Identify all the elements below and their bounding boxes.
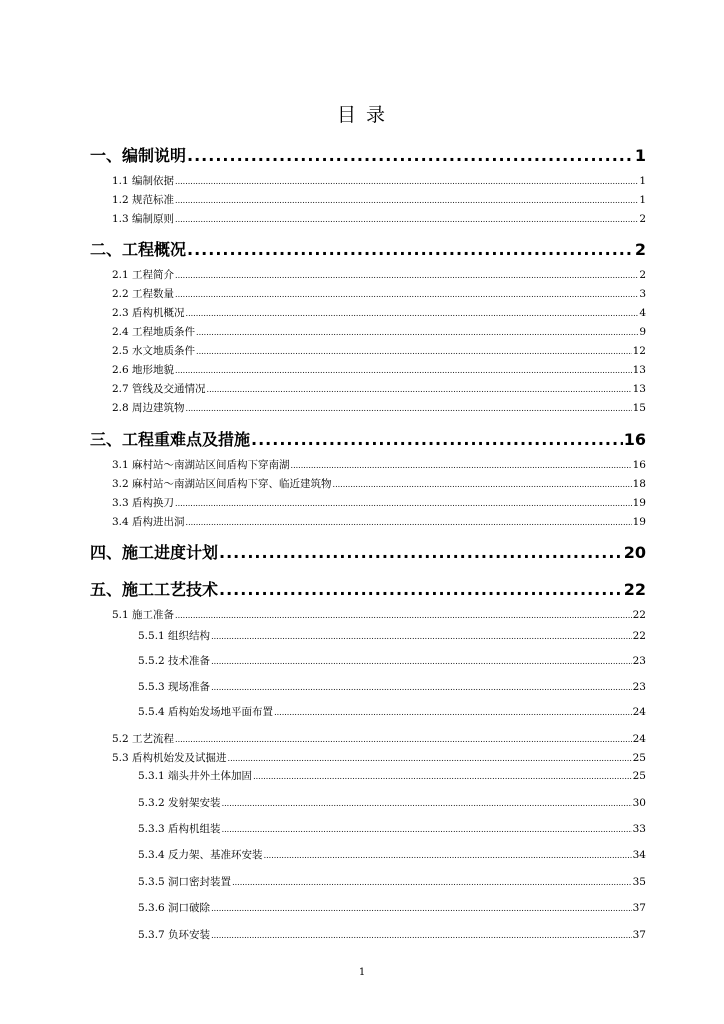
toc-entry-label: 5.3.4 反力架、基准环安装 [138, 849, 263, 861]
toc-entry-page: 35 [632, 876, 646, 888]
toc-entry-label: 3.4 盾构进出洞 [112, 516, 185, 528]
toc-entry-page: 12 [632, 345, 646, 357]
toc-entry-label: 5.5.3 现场准备 [138, 681, 211, 693]
toc-dot-leader [175, 366, 632, 375]
toc-entry-label: 2.7 管线及交通情况 [112, 383, 206, 395]
toc-entry-page: 25 [632, 770, 646, 782]
toc-dot-leader [175, 271, 638, 280]
toc-entry-label: 3.3 盾构换刀 [112, 497, 175, 509]
toc-entry-level2[interactable] [112, 731, 646, 747]
toc-title: 目 录 [336, 104, 388, 126]
toc-entry-label: 1.1 编制依据 [112, 175, 175, 187]
toc-entry-page: 37 [632, 902, 646, 914]
toc-entry-label: 2.4 工程地质条件 [112, 326, 196, 338]
toc-entry-label: 5.3.7 负环安装 [138, 929, 211, 941]
toc-dot-leader [175, 611, 632, 620]
toc-entry-page: 18 [632, 478, 646, 490]
toc-dot-leader [211, 904, 632, 913]
toc-entry-level2[interactable] [112, 267, 646, 283]
toc-dot-leader [187, 240, 634, 259]
toc-dot-leader [291, 461, 632, 470]
toc-entry-page: 1 [639, 194, 646, 206]
toc-entry-level3[interactable] [138, 795, 646, 811]
toc-dot-leader [251, 430, 623, 449]
toc-entry-page: 24 [632, 733, 646, 745]
toc-entry-label: 3.2 麻村站～南湖站区间盾构下穿、临近建筑物 [112, 478, 332, 490]
toc-entry-page: 22 [623, 580, 646, 599]
toc-dot-leader [175, 196, 638, 205]
toc-entry-page: 37 [632, 929, 646, 941]
toc-dot-leader [228, 754, 632, 763]
toc-entry-level2[interactable] [112, 457, 646, 473]
toc-entry-level3[interactable] [138, 900, 646, 916]
toc-entry-page: 19 [632, 516, 646, 528]
toc-entry-level3[interactable] [138, 628, 646, 644]
toc-dot-leader [175, 215, 638, 224]
toc-entry-level2[interactable] [112, 211, 646, 227]
toc-entry-label: 一、编制说明 [90, 146, 187, 165]
toc-entry-level3[interactable] [138, 768, 646, 784]
toc-dot-leader [186, 518, 632, 527]
toc-entry-label: 3.1 麻村站～南湖站区间盾构下穿南湖 [112, 459, 290, 471]
toc-entry-page: 2 [639, 213, 646, 225]
toc-entry-label: 五、施工工艺技术 [90, 580, 219, 599]
toc-entry-level2[interactable] [112, 607, 646, 623]
toc-entry-level2[interactable] [112, 514, 646, 530]
toc-entry-page: 4 [639, 307, 646, 319]
toc-entry-page: 2 [639, 269, 646, 281]
toc-entry-page: 2 [634, 240, 646, 259]
toc-entry-page: 3 [639, 288, 646, 300]
toc-entry-label: 2.5 水文地质条件 [112, 345, 196, 357]
toc-entry-level1[interactable] [90, 237, 646, 259]
toc-entry-label: 5.3.5 洞口密封装置 [138, 876, 232, 888]
toc-dot-leader [186, 404, 632, 413]
toc-dot-leader [196, 347, 632, 356]
toc-entry-page: 34 [632, 849, 646, 861]
toc-dot-leader [222, 825, 632, 834]
toc-entry-level1[interactable] [90, 577, 646, 599]
toc-entry-level2[interactable] [112, 286, 646, 302]
toc-dot-leader [232, 878, 632, 887]
toc-entry-label: 5.3.1 端头井外土体加固 [138, 770, 253, 782]
toc-entry-level1[interactable] [90, 143, 646, 165]
toc-dot-leader [211, 683, 632, 692]
toc-dot-leader [175, 290, 638, 299]
toc-entry-label: 四、施工进度计划 [90, 543, 219, 562]
toc-entry-label: 二、工程概况 [90, 240, 187, 259]
toc-entry-page: 13 [632, 383, 646, 395]
toc-dot-leader [187, 146, 634, 165]
toc-entry-level3[interactable] [138, 653, 646, 669]
toc-entry-level1[interactable] [90, 427, 646, 449]
toc-entry-label: 5.5.2 技术准备 [138, 655, 211, 667]
toc-entry-label: 5.3.2 发射架安装 [138, 797, 221, 809]
toc-entry-page: 30 [632, 797, 646, 809]
toc-entry-level2[interactable] [112, 362, 646, 378]
toc-entry-label: 2.6 地形地貌 [112, 364, 175, 376]
toc-entry-level3[interactable] [138, 874, 646, 890]
toc-entry-label: 2.8 周边建筑物 [112, 402, 185, 414]
toc-entry-page: 15 [632, 402, 646, 414]
toc-entry-label: 5.2 工艺流程 [112, 733, 175, 745]
toc-entry-page: 23 [632, 655, 646, 667]
toc-entry-level3[interactable] [138, 927, 646, 943]
toc-entry-page: 9 [639, 326, 646, 338]
toc-entry-label: 5.5.4 盾构始发场地平面布置 [138, 706, 274, 718]
toc-entry-level1[interactable] [90, 540, 646, 562]
toc-dot-leader [274, 708, 632, 717]
toc-entry-label: 1.2 规范标准 [112, 194, 175, 206]
toc-entry-label: 2.1 工程简介 [112, 269, 175, 281]
toc-entry-page: 33 [632, 823, 646, 835]
page-number-footer: 1 [358, 967, 366, 978]
toc-entry-page: 16 [623, 430, 646, 449]
toc-entry-level2[interactable] [112, 173, 646, 189]
toc-entry-level3[interactable] [138, 821, 646, 837]
toc-dot-leader [222, 799, 632, 808]
toc-entry-label: 5.5.1 组织结构 [138, 630, 211, 642]
toc-entry-page: 19 [632, 497, 646, 509]
toc-dot-leader [253, 772, 632, 781]
toc-entry-level2[interactable] [112, 343, 646, 359]
toc-dot-leader [207, 385, 632, 394]
toc-entry-level2[interactable] [112, 495, 646, 511]
toc-entry-page: 22 [632, 630, 646, 642]
toc-dot-leader [211, 931, 632, 940]
toc-entry-page: 25 [632, 752, 646, 764]
toc-entry-label: 2.2 工程数量 [112, 288, 175, 300]
toc-dot-leader [264, 851, 632, 860]
toc-entry-level2[interactable] [112, 381, 646, 397]
toc-dot-leader [175, 499, 632, 508]
toc-entry-label: 1.3 编制原则 [112, 213, 175, 225]
toc-dot-leader [196, 328, 638, 337]
toc-dot-leader [186, 309, 639, 318]
toc-entry-label: 5.3 盾构机始发及试掘进 [112, 752, 227, 764]
toc-entry-label: 2.3 盾构机概况 [112, 307, 185, 319]
toc-entry-page: 13 [632, 364, 646, 376]
toc-entry-level2[interactable] [112, 400, 646, 416]
toc-entry-label: 三、工程重难点及措施 [90, 430, 251, 449]
toc-entry-label: 5.3.6 洞口破除 [138, 902, 211, 914]
toc-entry-page: 23 [632, 681, 646, 693]
toc-entry-level3[interactable] [138, 847, 646, 863]
toc-entry-label: 5.3.3 盾构机组装 [138, 823, 221, 835]
toc-entry-page: 20 [623, 543, 646, 562]
toc-entry-page: 24 [632, 706, 646, 718]
toc-entry-level2[interactable] [112, 476, 646, 492]
toc-entry-level2[interactable] [112, 750, 646, 766]
toc-entry-level3[interactable] [138, 679, 646, 695]
toc-entry-page: 1 [639, 175, 646, 187]
toc-entry-level2[interactable] [112, 305, 646, 321]
toc-entry-page: 22 [632, 609, 646, 621]
toc-entry-page: 16 [632, 459, 646, 471]
toc-entry-label: 5.1 施工准备 [112, 609, 175, 621]
toc-entry-level2[interactable] [112, 324, 646, 340]
toc-dot-leader [211, 657, 632, 666]
toc-dot-leader [175, 735, 632, 744]
toc-entry-page: 1 [634, 146, 646, 165]
toc-dot-leader [211, 632, 632, 641]
toc-dot-leader [219, 543, 623, 562]
toc-dot-leader [219, 580, 623, 599]
toc-dot-leader [333, 480, 632, 489]
toc-entry-level2[interactable] [112, 192, 646, 208]
toc-entry-level3[interactable] [138, 704, 646, 720]
toc-dot-leader [175, 177, 638, 186]
